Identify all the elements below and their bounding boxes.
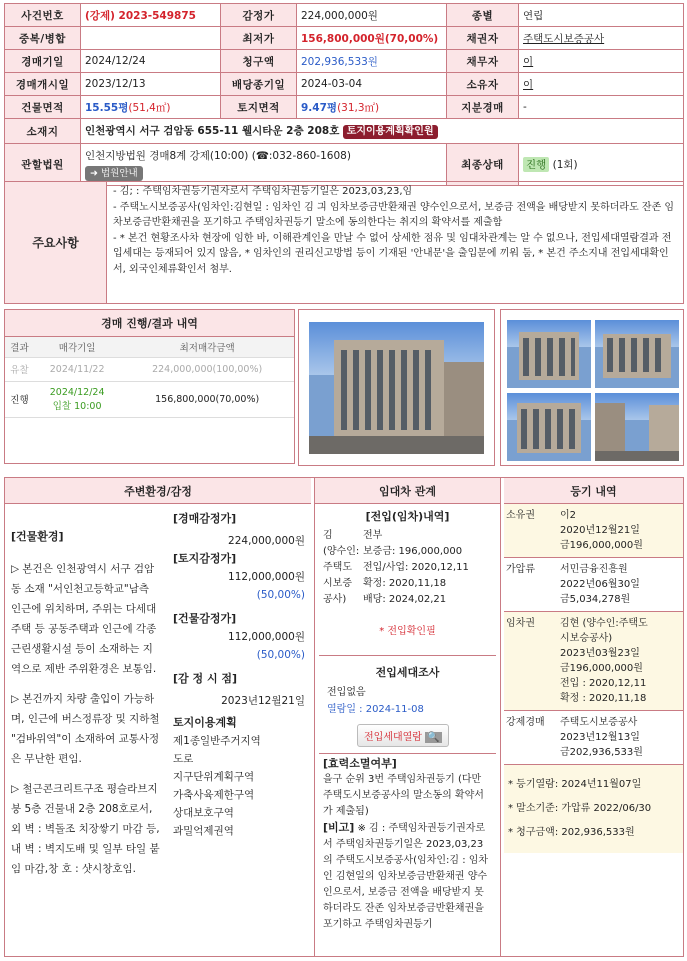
case-summary-table	[4, 3, 684, 186]
effect-title: [효력소멸여부]	[323, 757, 397, 770]
reg-summary: * 청구금액: 202,936,533원	[508, 827, 635, 838]
reg-line: 김현 (양수인:주택도	[560, 618, 648, 629]
zone-item: 제1종일반주거지역	[173, 735, 261, 747]
move-in-view-button[interactable]	[357, 724, 449, 747]
reg-line: 2022년06월30일	[560, 579, 640, 590]
land-apprais-heading: [토지감정가]	[173, 552, 237, 565]
row-result: 진행	[5, 381, 34, 417]
circle-arrow-icon: ➜	[90, 167, 101, 179]
case-no-label: 사건번호	[5, 4, 81, 27]
bld-apprais-pct: (50,00%)	[256, 649, 305, 661]
status-badge: 진행	[523, 157, 549, 172]
thumbnail-4[interactable]	[595, 393, 679, 461]
reg-line: 시보승공사)	[560, 633, 613, 644]
tenant-name: 김	[323, 530, 333, 541]
reg-line: 2020년12월21일	[560, 525, 640, 536]
reg-summary: * 말소기준: 가압류 2022/06/30	[508, 803, 652, 814]
zone-item: 상대보호구역	[173, 807, 234, 819]
auction-progress-panel	[4, 309, 295, 464]
thumbnail-1[interactable]	[507, 320, 591, 388]
auction-date-label: 경매기일	[5, 50, 81, 73]
reg-line: 2023년03월23일	[560, 648, 640, 659]
type-label: 종별	[447, 4, 519, 27]
lease-row-value: 배당: 2024,02,21	[363, 594, 447, 605]
row-result: 유찰	[5, 357, 34, 381]
share-value: -	[519, 96, 684, 119]
claim-label: 청구액	[221, 50, 297, 73]
reg-kind: 강제경매	[506, 717, 545, 728]
zone-item: 지구단위계획구역	[173, 771, 255, 783]
env-paragraph: ▷ 본건까지 차량 출입이 가능하며, 인근에 버스정류장 및 지하철 "검바위역"이 소재하여 교통사정은 무난한 편임.	[11, 693, 160, 765]
claim-value: 202,936,533원	[297, 50, 447, 73]
bld-area-label: 건물면적	[5, 96, 81, 119]
lease-row-value: 전입/사업: 2020,12,11	[363, 562, 469, 573]
dup-label: 중복/병합	[5, 27, 81, 50]
progress-title: 경매 진행/결과 내역	[5, 310, 294, 337]
land-area-sub: (31,3㎡)	[337, 101, 380, 114]
land-use-heading: 토지이용계획	[173, 716, 237, 729]
tenant-part: 전부	[363, 530, 383, 541]
photo-thumbnails	[500, 309, 684, 466]
creditor-label: 채권자	[447, 27, 519, 50]
key-notes	[4, 181, 684, 304]
apprais-heading: [경매감정가]	[173, 512, 237, 525]
apprais-value: 224,000,000원	[228, 535, 305, 547]
lease-row-label: 주택도	[323, 562, 352, 573]
land-apprais-pct: (50,00%)	[256, 589, 305, 601]
reg-line: 2023년12월13일	[560, 732, 640, 743]
case-no-value: (강제) 2023-549875	[81, 4, 221, 27]
reg-summary: * 등기열람: 2024년11월07일	[508, 779, 642, 790]
land-area-value: 9.47평	[301, 101, 338, 114]
lease-row-label: 공사)	[323, 594, 347, 605]
address-value: 인천광역시 서구 검암동 655-11 웰시타운 2층 208호	[85, 125, 340, 137]
lease-title: 임대차 관계	[314, 478, 501, 504]
details-panel	[4, 477, 684, 957]
note-line: - * 본건 현황조사차 현장에 임한 바, 이해관계인을 만날 수 없어 상세한 점유 및 임대차관계는 알 수 없으나, 전입세대열람결과 전입세대는 등재되어 있지 않음, * 임차인의 권리신고방법 등이 기재된 '안내문'을 출입문에 끼워 둠, * 본건 주소지내 전입세대확인서, 외국인체류확인서 첨부.	[113, 232, 672, 275]
notes-label: 주요사항	[5, 182, 107, 303]
court-info-button[interactable]	[85, 166, 143, 181]
view-date: 열람일 : 2024-11-08	[327, 704, 424, 715]
search-icon: 🔍	[427, 732, 440, 743]
bld-apprais-heading: [건물감정가]	[173, 612, 237, 625]
appraisal-label: 감정가	[221, 4, 297, 27]
reg-line: 금5,034,278원	[560, 594, 631, 605]
reg-kind: 임차권	[506, 618, 535, 629]
env-paragraph: ▷ 철근콘크리트구조 평슬라브지붕 5층 건물내 2층 208호로서,외 벽 : 벽돌조 치장쌓기 마감 등,내 벽 : 벽지도배 및 일부 타일 붙임 마감,창 호 : 샷시창호임.	[11, 783, 160, 875]
auction-date-value: 2024/12/24	[81, 50, 221, 73]
deposit-label: (양수인:	[323, 546, 360, 557]
col-date: 매각기일	[34, 337, 120, 357]
status-label: 최종상태	[447, 144, 519, 186]
registry-title: 등기 내역	[504, 478, 683, 504]
land-area-label: 토지면적	[221, 96, 297, 119]
row-date: 2024/12/24	[49, 386, 105, 398]
building-image	[309, 322, 484, 454]
share-label: 지분경매	[447, 96, 519, 119]
zone-item: 과밀억제권역	[173, 825, 234, 837]
survey-title: 전입세대조사	[375, 666, 440, 679]
lease-row-value: 확정: 2020,11,18	[363, 578, 447, 589]
note-line: - 주택노시보증공사(임차인:김현일 : 임차인 김 긔 임차보증금반환채권 양수인으로서, 보증금 전액을 배당받지 못하더라도 잔존 임차보증금반환채권을 포기하고 주택임차권등기 말소에 동의한다는 취지의 확약서를 제출함	[113, 201, 675, 228]
lease-row-label: 시보증	[323, 578, 352, 589]
debtor-link[interactable]: 이	[519, 50, 684, 73]
col-result: 결과	[5, 337, 34, 357]
reg-kind: 가압류	[506, 564, 535, 575]
zone-item: 도로	[173, 753, 194, 765]
effect-text: 을구 순위 3번 주택임차권등기 (다만 주택도시보증공사의 말소동의 확약서가 제출됨)	[323, 774, 484, 817]
owner-label: 소유자	[447, 73, 519, 96]
reg-line: 서민금융진흥원	[560, 564, 628, 575]
col-amount: 최저매각금액	[120, 337, 294, 357]
bld-apprais-value: 112,000,000원	[228, 631, 305, 643]
start-date-value: 2023/12/13	[81, 73, 221, 96]
start-date-label: 경매개시일	[5, 73, 81, 96]
move-in-view-label: 전입세대열람	[364, 732, 422, 743]
reg-line: 전입 : 2020,12,11	[560, 678, 647, 689]
debtor-label: 채무자	[447, 50, 519, 73]
row-amount: 224,000,000(100,00%)	[120, 357, 294, 381]
reg-line: 금196,000,000원	[560, 540, 643, 551]
status-extra: (1회)	[552, 159, 578, 171]
bld-area-value: 15.55평	[85, 101, 129, 114]
main-photo[interactable]	[298, 309, 495, 466]
deposit-value: 보증금: 196,000,000	[363, 546, 463, 557]
reg-line: 주택도시보증공사	[560, 717, 638, 728]
apprais-date-heading: [감 정 시 점]	[173, 672, 238, 685]
min-price-value: 156,800,000원(70,00%)	[297, 27, 447, 50]
remark-text: ※ 김 : 주택임차권등기권자로서 주택임차권등기일은 2023,03,23 의 주택도시보증공사(임차인:김 : 임차인 김현일의 임차보증금반환채권 양수인으로서, 보증금 전액을 배당받지 못하더라도 잔존 임차보증금반환채권을 포기하고 주택임차권등기	[323, 823, 489, 930]
type-value: 연립	[519, 4, 684, 27]
court-label: 관할법원	[5, 144, 81, 186]
row-time: 입찰 10:00	[52, 400, 102, 412]
reg-line: 확정 : 2020,11,18	[560, 693, 647, 704]
court-value: 인천지방법원 경매8계 강제(10:00) (☎:032-860-1608)	[85, 149, 351, 162]
reg-line: 이2	[560, 510, 577, 521]
env-heading: [건물환경]	[11, 530, 64, 543]
appraisal-value: 224,000,000원	[297, 4, 447, 27]
zone-item: 가축사육제한구역	[173, 789, 255, 801]
thumbnail-2[interactable]	[595, 320, 679, 388]
reg-kind: 소유권	[506, 510, 535, 521]
dup-value	[81, 27, 221, 50]
reg-line: 금202,936,533원	[560, 747, 643, 758]
env-title: 주변환경/감정	[5, 478, 311, 504]
thumbnail-3[interactable]	[507, 393, 591, 461]
survey-result: 전입없음	[327, 687, 366, 698]
lease-sub: [전입(임차)내역]	[365, 510, 450, 523]
creditor-link[interactable]: 주택도시보증공사	[519, 27, 684, 50]
address-label: 소재지	[5, 119, 81, 144]
land-apprais-value: 112,000,000원	[228, 571, 305, 583]
dividend-label: 배당종기일	[221, 73, 297, 96]
owner-link[interactable]: 이	[519, 73, 684, 96]
env-paragraph: ▷ 본건은 인천광역시 서구 검암동 소재 "서인천고등학교"남측 인근에 위치하며, 주위는 다세대주택 등 공동주택과 인근에 각종근린생활시설 등이 소재하는 지역으로 제반 주위환경은 보통임.	[11, 563, 157, 675]
reg-line: 금196,000,000원	[560, 663, 643, 674]
note-line: - 김; : 주택임차권등기권자로서 주택임차권등기일은 2023,03,23,임	[113, 186, 413, 197]
min-price-label: 최저가	[221, 27, 297, 50]
move-in-confirm: * 전입확인필	[379, 626, 436, 637]
court-info-label: 법원안내	[100, 167, 138, 179]
row-amount: 156,800,000(70,00%)	[120, 381, 294, 417]
apprais-date-value: 2023년12월21일	[221, 695, 305, 707]
land-use-plan-button[interactable]: 토지이용계획확인원	[343, 125, 438, 139]
dividend-value: 2024-03-04	[297, 73, 447, 96]
row-date: 2024/11/22	[34, 357, 120, 381]
remark-title: [비고]	[323, 821, 355, 834]
bld-area-sub: (51,4㎡)	[128, 101, 171, 114]
